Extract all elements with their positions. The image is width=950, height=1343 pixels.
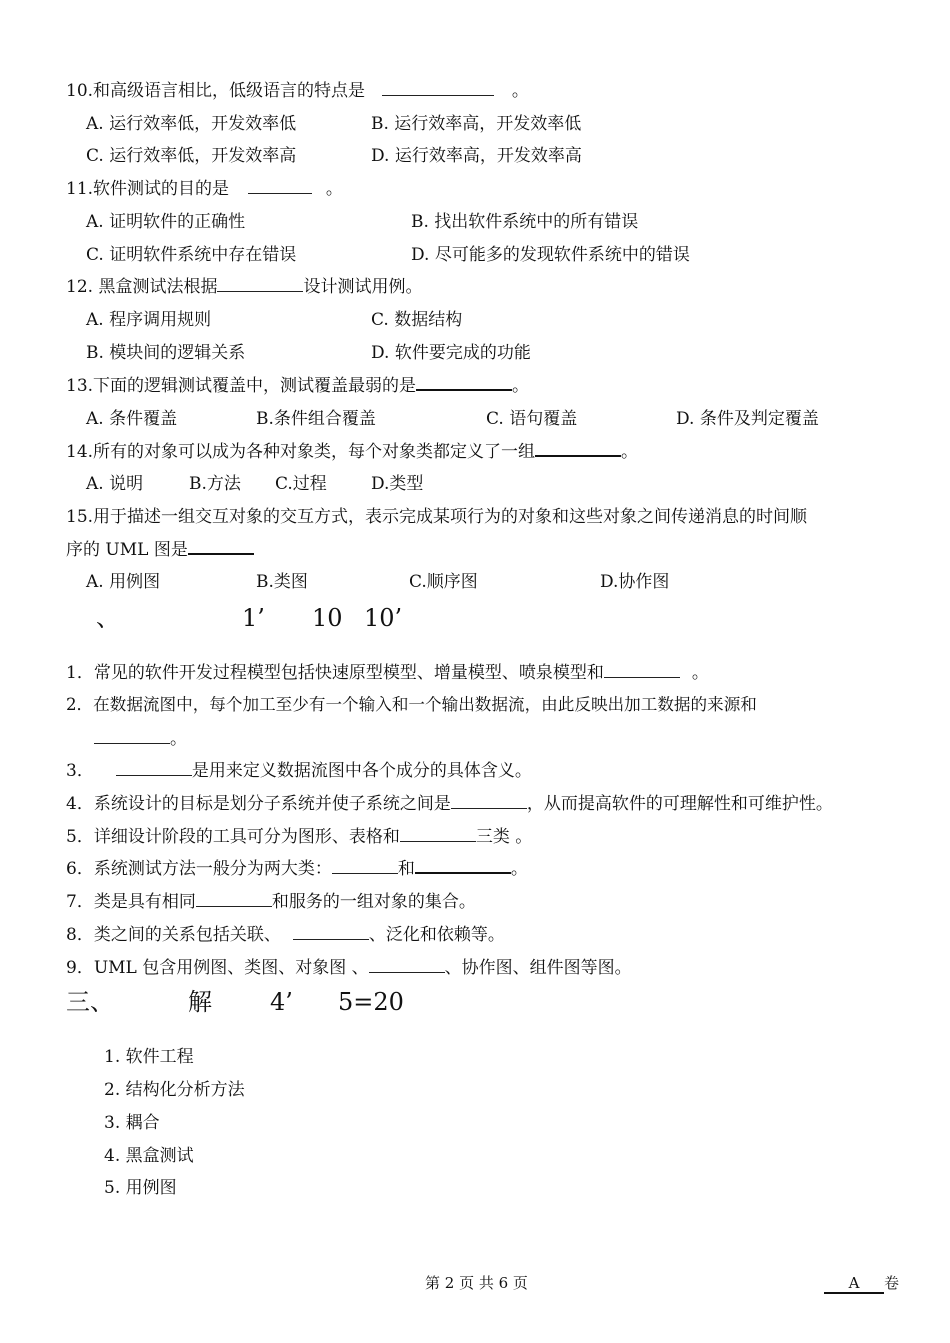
answer-blank[interactable] (382, 81, 494, 96)
fill-question-4 (66, 793, 833, 815)
section-2-heading (96, 603, 120, 633)
punctuation: 。 (621, 442, 639, 462)
question-stem: 5．详细设计阶段的工具可分为图形、表格和 (66, 827, 400, 847)
option-b: B.方法 (189, 474, 241, 494)
answer-blank[interactable] (415, 858, 511, 874)
option-b: B.类图 (256, 572, 308, 592)
option-c: C. 语句覆盖 (486, 409, 578, 429)
heading-part: 10’ (364, 604, 403, 632)
question-10 (66, 80, 529, 102)
term-item: 3. 耦合 (104, 1113, 160, 1133)
option-b: B. 找出软件系统中的所有错误 (411, 212, 639, 232)
term-item: 4. 黑盒测试 (104, 1146, 194, 1166)
option-b: B. 模块间的逻辑关系 (86, 343, 246, 363)
question-stem: 4．系统设计的目标是划分子系统并使子系统之间是 (66, 794, 451, 814)
answer-blank[interactable] (188, 539, 254, 555)
question-stem-end: 、泛化和依赖等。 (368, 925, 505, 945)
option-c: C.过程 (275, 474, 327, 494)
heading-part: 4’ (270, 988, 293, 1016)
option-a: A. 用例图 (86, 572, 161, 592)
paper-version (824, 1273, 899, 1294)
question-stem: 10.和高级语言相比，低级语言的特点是 (66, 81, 366, 101)
question-13 (66, 375, 529, 397)
answer-blank[interactable] (217, 277, 303, 292)
question-stem: 序的 UML 图是 (66, 540, 188, 560)
question-11 (66, 178, 343, 200)
question-15-line-1: 15.用于描述一组交互对象的交互方式，表示完成某项行为的对象和这些对象之间传递消息的时间顺 (66, 507, 808, 527)
heading-part: 5=20 (338, 988, 404, 1016)
answer-blank[interactable] (535, 441, 621, 457)
option-a: A. 条件覆盖 (86, 409, 178, 429)
answer-blank[interactable] (116, 761, 192, 776)
answer-blank[interactable] (369, 958, 445, 973)
term-item: 2. 结构化分析方法 (104, 1080, 245, 1100)
question-stem: 13.下面的逻辑测试覆盖中，测试覆盖最弱的是 (66, 376, 417, 396)
answer-blank[interactable] (94, 729, 170, 744)
question-stem-end: 设计测试用例。 (303, 277, 423, 297)
fill-question-2: 2．在数据流图中，每个加工至少有一个输入和一个输出数据流，由此反映出加工数据的来源和 (66, 695, 757, 714)
question-stem-mid: 和 (397, 859, 415, 879)
option-d: D. 条件及判定覆盖 (676, 409, 819, 429)
punctuation: 。 (510, 859, 528, 879)
paper-letter: A (824, 1275, 884, 1294)
question-14 (66, 441, 638, 463)
punctuation: 。 (170, 729, 187, 749)
question-stem: 12. 黑盒测试法根据 (66, 277, 218, 297)
option-c: C. 证明软件系统中存在错误 (86, 245, 297, 265)
option-d: D. 软件要完成的功能 (371, 343, 531, 363)
question-stem-end: ，从而提高软件的可理解性和可维护性。 (526, 794, 833, 814)
option-c: C. 运行效率低，开发效率高 (86, 146, 297, 166)
question-stem: 11.软件测试的目的是 (66, 179, 230, 199)
fill-question-2-cont (94, 728, 187, 750)
answer-blank[interactable] (332, 859, 398, 874)
option-a: A. 程序调用规则 (86, 310, 212, 330)
question-stem: 6．系统测试方法一般分为两大类： (66, 859, 332, 879)
option-b: B.条件组合覆盖 (256, 409, 376, 429)
heading-part: 、 (96, 604, 120, 632)
term-item: 1. 软件工程 (104, 1047, 194, 1067)
fill-question-7 (66, 891, 476, 913)
option-d: D. 运行效率高，开发效率高 (371, 146, 582, 166)
page-number: 第 2 页 共 6 页 (425, 1274, 528, 1292)
punctuation: 。 (325, 179, 343, 199)
term-item: 5. 用例图 (104, 1178, 177, 1198)
answer-blank[interactable] (400, 827, 476, 842)
question-12 (66, 276, 422, 298)
question-stem: 是用来定义数据流图中各个成分的具体含义。 (191, 761, 532, 781)
fill-question-3 (66, 760, 532, 782)
fill-question-9 (66, 957, 632, 979)
answer-blank[interactable] (416, 375, 512, 391)
option-a: A. 说明 (86, 474, 144, 494)
option-d: D. 尽可能多的发现软件系统中的错误 (411, 245, 690, 265)
question-stem: 14.所有的对象可以成为各种对象类，每个对象类都定义了一组 (66, 442, 536, 462)
question-stem-end: 三类 。 (475, 827, 533, 847)
punctuation: 。 (512, 376, 530, 396)
heading-part: 解 (188, 988, 212, 1016)
section-3-heading: 三、 (66, 988, 114, 1016)
answer-blank[interactable] (451, 794, 527, 809)
heading-part: 10 (312, 604, 343, 632)
question-stem-end: 、协作图、组件图等图。 (444, 958, 632, 978)
heading-part: 1’ (242, 604, 265, 632)
question-number: 3． (66, 761, 94, 781)
question-stem: 7．类是具有相同 (66, 892, 196, 912)
option-b: B. 运行效率高，开发效率低 (371, 114, 582, 134)
option-c: C. 数据结构 (371, 310, 463, 330)
fill-question-5 (66, 826, 532, 848)
question-stem-end: 和服务的一组对象的集合。 (271, 892, 476, 912)
answer-blank[interactable] (196, 892, 272, 907)
question-stem: 1．常见的软件开发过程模型包括快速原型模型、增量模型、喷泉模型和 (66, 663, 604, 683)
option-d: D.协作图 (600, 572, 670, 592)
option-a: A. 运行效率低，开发效率低 (86, 114, 297, 134)
punctuation: 。 (511, 81, 529, 101)
answer-blank[interactable] (248, 179, 312, 194)
answer-blank[interactable] (604, 663, 680, 678)
fill-question-1 (66, 662, 709, 684)
punctuation: 。 (691, 663, 709, 683)
question-stem: 9．UML 包含用例图、类图、对象图 、 (66, 958, 369, 978)
fill-question-6 (66, 858, 528, 880)
option-d: D.类型 (371, 474, 424, 494)
answer-blank[interactable] (293, 925, 369, 940)
question-15-line-2 (66, 539, 254, 561)
fill-question-8 (66, 924, 505, 946)
option-c: C.顺序图 (409, 572, 478, 592)
option-a: A. 证明软件的正确性 (86, 212, 246, 232)
paper-suffix: 卷 (884, 1274, 900, 1292)
question-stem: 8．类之间的关系包括关联、 (66, 925, 281, 945)
